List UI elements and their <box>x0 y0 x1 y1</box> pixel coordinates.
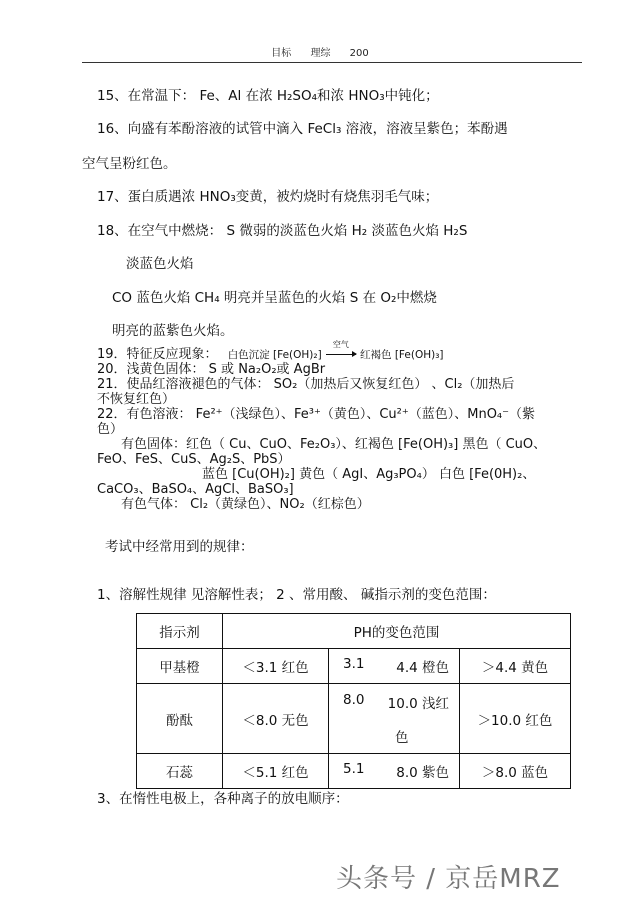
indicator-table <box>136 613 571 789</box>
range-low: ＜5.1 红色 <box>223 754 329 789</box>
header-right: 200 <box>349 48 369 59</box>
item-22-line2: 色） <box>97 422 124 437</box>
range-high: ＞4.4 黄色 <box>460 649 571 684</box>
item-22-solids-line1: 有色固体：红色（ Cu、CuO、Fe₂O₃）、红褐色 [Fe(OH)₃] 黑色（ CuO、 <box>121 437 547 452</box>
table-row <box>137 649 571 684</box>
item-19 <box>97 340 444 363</box>
indicator-name: 酚酞 <box>137 684 223 754</box>
item-22-gases: 有色气体： Cl₂（黄绿色）、NO₂（红棕色） <box>121 497 370 512</box>
range-high: ＞8.0 蓝色 <box>460 754 571 789</box>
range-mid: 3.1 4.4 橙色 <box>329 649 460 684</box>
item-18-line1: 18、在空气中燃烧： S 微弱的淡蓝色火焰 H₂ 淡蓝色火焰 H₂S <box>97 223 468 239</box>
item-16-line2: 空气呈粉红色。 <box>82 156 177 172</box>
table-header-cell: PH的变色范围 <box>223 614 571 649</box>
reaction-arrow <box>326 340 356 355</box>
rules-title: 考试中经常用到的规律： <box>105 539 254 555</box>
item-16-line1: 16、向盛有苯酚溶液的试管中滴入 FeCl₃ 溶液，溶液呈紫色；苯酚遇 <box>97 121 508 137</box>
reaction-arrow-label: 空气 <box>332 340 349 349</box>
item-22-solids-line2: FeO、FeS、CuS、Ag₂S、PbS） <box>97 452 291 467</box>
item-17: 17、蛋白质遇浓 HNO₃变黄，被灼烧时有烧焦羽毛气味； <box>97 189 439 205</box>
table-header-cell: 指示剂 <box>137 614 223 649</box>
indicator-name: 甲基橙 <box>137 649 223 684</box>
header-rule <box>82 62 582 63</box>
page-header <box>0 44 640 59</box>
item-22-solids-line4: CaCO₃、BaSO₄、AgCl、BaSO₃] <box>97 482 294 497</box>
table-header-row <box>137 614 571 649</box>
indicator-name: 石蕊 <box>137 754 223 789</box>
rule-3: 3、在惰性电极上，各种离子的放电顺序： <box>97 791 349 807</box>
table-row <box>137 754 571 789</box>
table-row <box>137 684 571 754</box>
reaction-product: 红褐色 [Fe(OH)₃] <box>360 349 444 361</box>
range-mid: 8.0 10.0 浅红 色 <box>329 684 460 754</box>
header-left: 目标 <box>271 48 292 59</box>
range-mid: 5.1 8.0 紫色 <box>329 754 460 789</box>
item-18-line3: CO 蓝色火焰 CH₄ 明亮并呈蓝色的火焰 S 在 O₂中燃烧 <box>112 290 437 306</box>
item-18-line4: 明亮的蓝紫色火焰。 <box>112 323 234 339</box>
rule-1: 1、溶解性规律 见溶解性表； 2 、常用酸、 碱指示剂的变色范围： <box>97 587 496 603</box>
item-15: 15、在常温下： Fe、Al 在浓 H₂SO₄和浓 HNO₃中钝化； <box>97 88 439 104</box>
header-mid: 理综 <box>310 48 331 59</box>
item-19-label: 19．特征反应现象： <box>97 347 218 362</box>
range-low: ＜8.0 无色 <box>223 684 329 754</box>
item-18-line2: 淡蓝色火焰 <box>126 256 194 272</box>
range-high: ＞10.0 红色 <box>460 684 571 754</box>
item-21-line1: 21．使品红溶液褪色的气体： SO₂（加热后又恢复红色） 、Cl₂（加热后 <box>97 377 515 392</box>
item-20: 20．浅黄色固体： S 或 Na₂O₂或 AgBr <box>97 362 326 377</box>
watermark: 头条号 / 京岳MRZ <box>336 864 561 894</box>
item-22-line1: 22．有色溶液： Fe²⁺（浅绿色）、Fe³⁺（黄色）、Cu²⁺（蓝色）、MnO₄⁻（紫 <box>97 407 536 422</box>
item-22-solids-line3: 蓝色 [Cu(OH)₂] 黄色（ AgI、Ag₃PO₄） 白色 [Fe(0H)₂、 <box>202 467 536 482</box>
item-21-line2: 不恢复红色） <box>97 392 176 407</box>
reaction-reactant: 白色沉淀 [Fe(OH)₂] <box>227 349 322 361</box>
range-low: ＜3.1 红色 <box>223 649 329 684</box>
